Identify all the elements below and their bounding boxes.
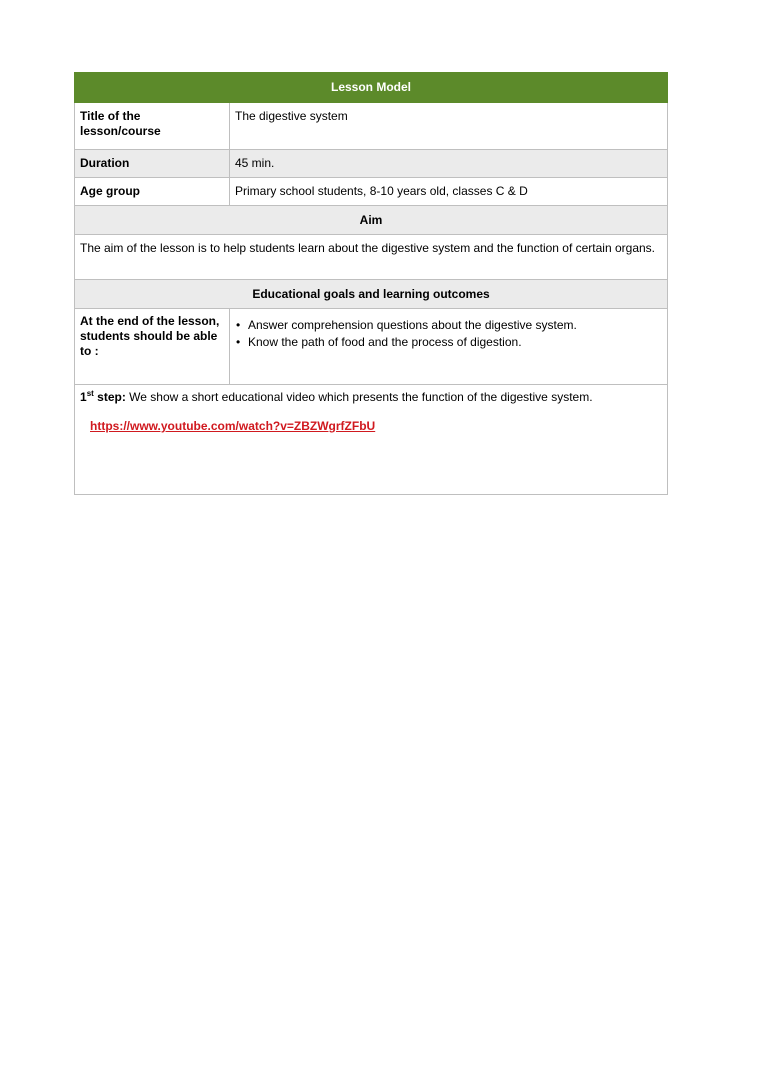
step-label xyxy=(80,390,126,404)
aim-heading-row xyxy=(75,206,668,235)
list-item xyxy=(235,335,662,350)
step-text: We show a short educational video which presents the function of the digestive system. xyxy=(125,390,593,404)
goals-heading-row xyxy=(75,280,668,309)
age-label: Age group xyxy=(75,178,230,206)
title-row xyxy=(75,103,668,150)
aim-text: The aim of the lesson is to help students learn about the digestive system and the function of certain organs. xyxy=(75,235,668,280)
step-row xyxy=(75,385,668,495)
bullet-icon: • xyxy=(236,318,241,332)
duration-value: 45 min. xyxy=(230,150,668,178)
duration-label: Duration xyxy=(75,150,230,178)
goals-heading: Educational goals and learning outcomes xyxy=(75,280,668,309)
title-label: Title of the lesson/course xyxy=(75,103,230,150)
aim-row xyxy=(75,235,668,280)
aim-heading: Aim xyxy=(75,206,668,235)
outcomes-row xyxy=(75,309,668,385)
duration-row xyxy=(75,150,668,178)
header-row xyxy=(75,73,668,103)
outcome-text: Answer comprehension questions about the digestive system. xyxy=(248,318,577,332)
step-word: step: xyxy=(93,390,126,404)
outcomes-cell xyxy=(230,309,668,385)
age-value: Primary school students, 8-10 years old, classes C & D xyxy=(230,178,668,206)
lesson-model-table xyxy=(74,72,668,495)
bullet-icon: • xyxy=(236,335,241,349)
title-value: The digestive system xyxy=(230,103,668,150)
step-ordinal: st xyxy=(86,389,94,398)
youtube-video-link[interactable]: https://www.youtube.com/watch?v=ZBZWgrfZFbU xyxy=(90,419,376,433)
outcomes-label: At the end of the lesson, students should be able to : xyxy=(75,309,230,385)
list-item xyxy=(235,318,662,333)
outcomes-list xyxy=(235,318,662,350)
age-row xyxy=(75,178,668,206)
step-number: 1 xyxy=(80,390,87,404)
step-cell xyxy=(75,385,668,495)
outcome-text: Know the path of food and the process of digestion. xyxy=(248,335,522,349)
lesson-model-header: Lesson Model xyxy=(75,73,668,103)
